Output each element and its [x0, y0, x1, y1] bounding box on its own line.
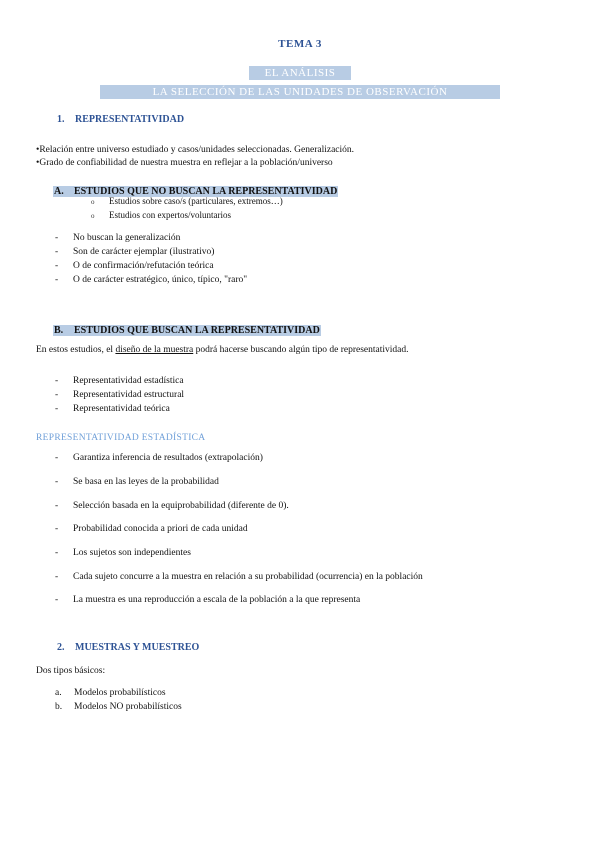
- bullet-text: Grado de confiabilidad de nuestra muestra en reflejar a la población/universo: [39, 158, 333, 168]
- dash-item-b2: [55, 390, 184, 400]
- dash-text: Probabilidad conocida a priori de cada unidad: [73, 524, 248, 534]
- muestras-item-b: [55, 702, 182, 712]
- estad-item-5: [55, 548, 191, 558]
- bullet-text: Relación entre universo estudiado y casos/unidades seleccionadas. Generalización.: [39, 145, 355, 155]
- alpha-marker: b.: [55, 702, 63, 712]
- band-selection-label: LA SELECCIÓN DE LAS UNIDADES DE OBSERVACIÓN: [100, 85, 500, 99]
- dash-text: La muestra es una reproducción a escala de la población a la que representa: [73, 595, 361, 605]
- heading-text: MUESTRAS Y MUESTREO: [75, 642, 200, 653]
- section-b-heading: ESTUDIOS QUE BUSCAN LA REPRESENTATIVIDAD: [74, 325, 320, 336]
- underlined-term: diseño de la muestra: [115, 345, 194, 355]
- dash-text: Selección basada en la equiprobabilidad (diferente de 0).: [73, 501, 289, 511]
- circle-item-2: [91, 210, 231, 220]
- alpha-text: Modelos NO probabilísticos: [74, 702, 182, 712]
- bullet-marker: •: [36, 145, 40, 155]
- heading-number: 1.: [57, 114, 65, 125]
- section-band-analysis: [0, 66, 600, 80]
- dash-marker: -: [55, 595, 59, 605]
- dash-marker: -: [55, 548, 59, 558]
- dash-text: Representatividad estructural: [73, 390, 185, 400]
- heading-text: REPRESENTATIVIDAD: [75, 114, 185, 125]
- section-a-heading: ESTUDIOS QUE NO BUSCAN LA REPRESENTATIVIDAD: [74, 186, 338, 197]
- heading-number: 2.: [57, 642, 65, 653]
- dash-text: O de confirmación/refutación teórica: [73, 261, 214, 271]
- section-b-number: B.: [54, 325, 64, 336]
- dash-marker: -: [55, 572, 59, 582]
- muestras-item-a: [55, 688, 166, 698]
- estad-item-6: [55, 572, 423, 582]
- estad-item-4: [55, 524, 248, 534]
- subheading-estadistica: REPRESENTATIVIDAD ESTADÍSTICA: [36, 433, 206, 443]
- intro-bullet-1: [36, 145, 354, 155]
- dash-marker: -: [55, 477, 59, 487]
- dash-marker: -: [55, 261, 59, 271]
- dash-text: Los sujetos son independientes: [73, 548, 191, 558]
- dash-marker: -: [55, 404, 59, 414]
- dash-marker: -: [55, 247, 59, 257]
- dash-marker: -: [55, 501, 59, 511]
- dash-marker: -: [55, 275, 59, 285]
- heading-muestras: [57, 642, 199, 653]
- band-analysis-label: EL ANÁLISIS: [249, 66, 351, 80]
- alpha-marker: a.: [55, 688, 62, 698]
- circle-marker: o: [91, 212, 95, 220]
- dash-text: No buscan la generalización: [73, 233, 181, 243]
- section-b-paragraph: [36, 345, 409, 355]
- dash-marker: -: [55, 376, 59, 386]
- dash-item-b3: [55, 404, 170, 414]
- circle-marker: o: [91, 198, 95, 206]
- paragraph-text: En estos estudios, el: [36, 345, 116, 355]
- dash-marker: -: [55, 453, 59, 463]
- circle-item-1: [91, 196, 283, 206]
- dash-text: Se basa en las leyes de la probabilidad: [73, 477, 219, 487]
- dash-marker: -: [55, 233, 59, 243]
- dash-text: Son de carácter ejemplar (ilustrativo): [73, 247, 215, 257]
- dash-text: Representatividad estadística: [73, 376, 184, 386]
- document-title: TEMA 3: [278, 38, 322, 50]
- dash-item-a2: [55, 247, 214, 257]
- dash-item-a1: [55, 233, 180, 243]
- intro-bullet-2: [36, 158, 333, 168]
- heading-representatividad: [57, 114, 184, 125]
- dash-item-a4: [55, 275, 247, 285]
- estad-item-2: [55, 477, 219, 487]
- alpha-text: Modelos probabilísticos: [74, 688, 166, 698]
- muestras-lead: Dos tipos básicos:: [36, 666, 106, 676]
- paragraph-text: podrá hacerse buscando algún tipo de representatividad.: [193, 345, 409, 355]
- dash-text: Cada sujeto concurre a la muestra en relación a su probabilidad (ocurrencia) en la población: [73, 572, 423, 582]
- dash-text: Garantiza inferencia de resultados (extrapolación): [73, 453, 263, 463]
- section-a-number: A.: [54, 186, 64, 197]
- estad-item-7: [55, 595, 360, 605]
- bullet-marker: •: [36, 158, 40, 168]
- estad-item-3: [55, 501, 289, 511]
- estad-item-1: [55, 453, 263, 463]
- dash-text: O de carácter estratégico, único, típico, "raro": [73, 275, 248, 285]
- heading-section-b: [53, 320, 321, 338]
- circle-item-text: Estudios con expertos/voluntarios: [109, 210, 231, 220]
- dash-marker: -: [55, 524, 59, 534]
- dash-item-b1: [55, 376, 184, 386]
- dash-item-a3: [55, 261, 214, 271]
- dash-marker: -: [55, 390, 59, 400]
- circle-item-text: Estudios sobre caso/s (particulares, extremos…): [109, 196, 283, 206]
- dash-text: Representatividad teórica: [73, 404, 170, 414]
- section-band-selection: [0, 85, 600, 99]
